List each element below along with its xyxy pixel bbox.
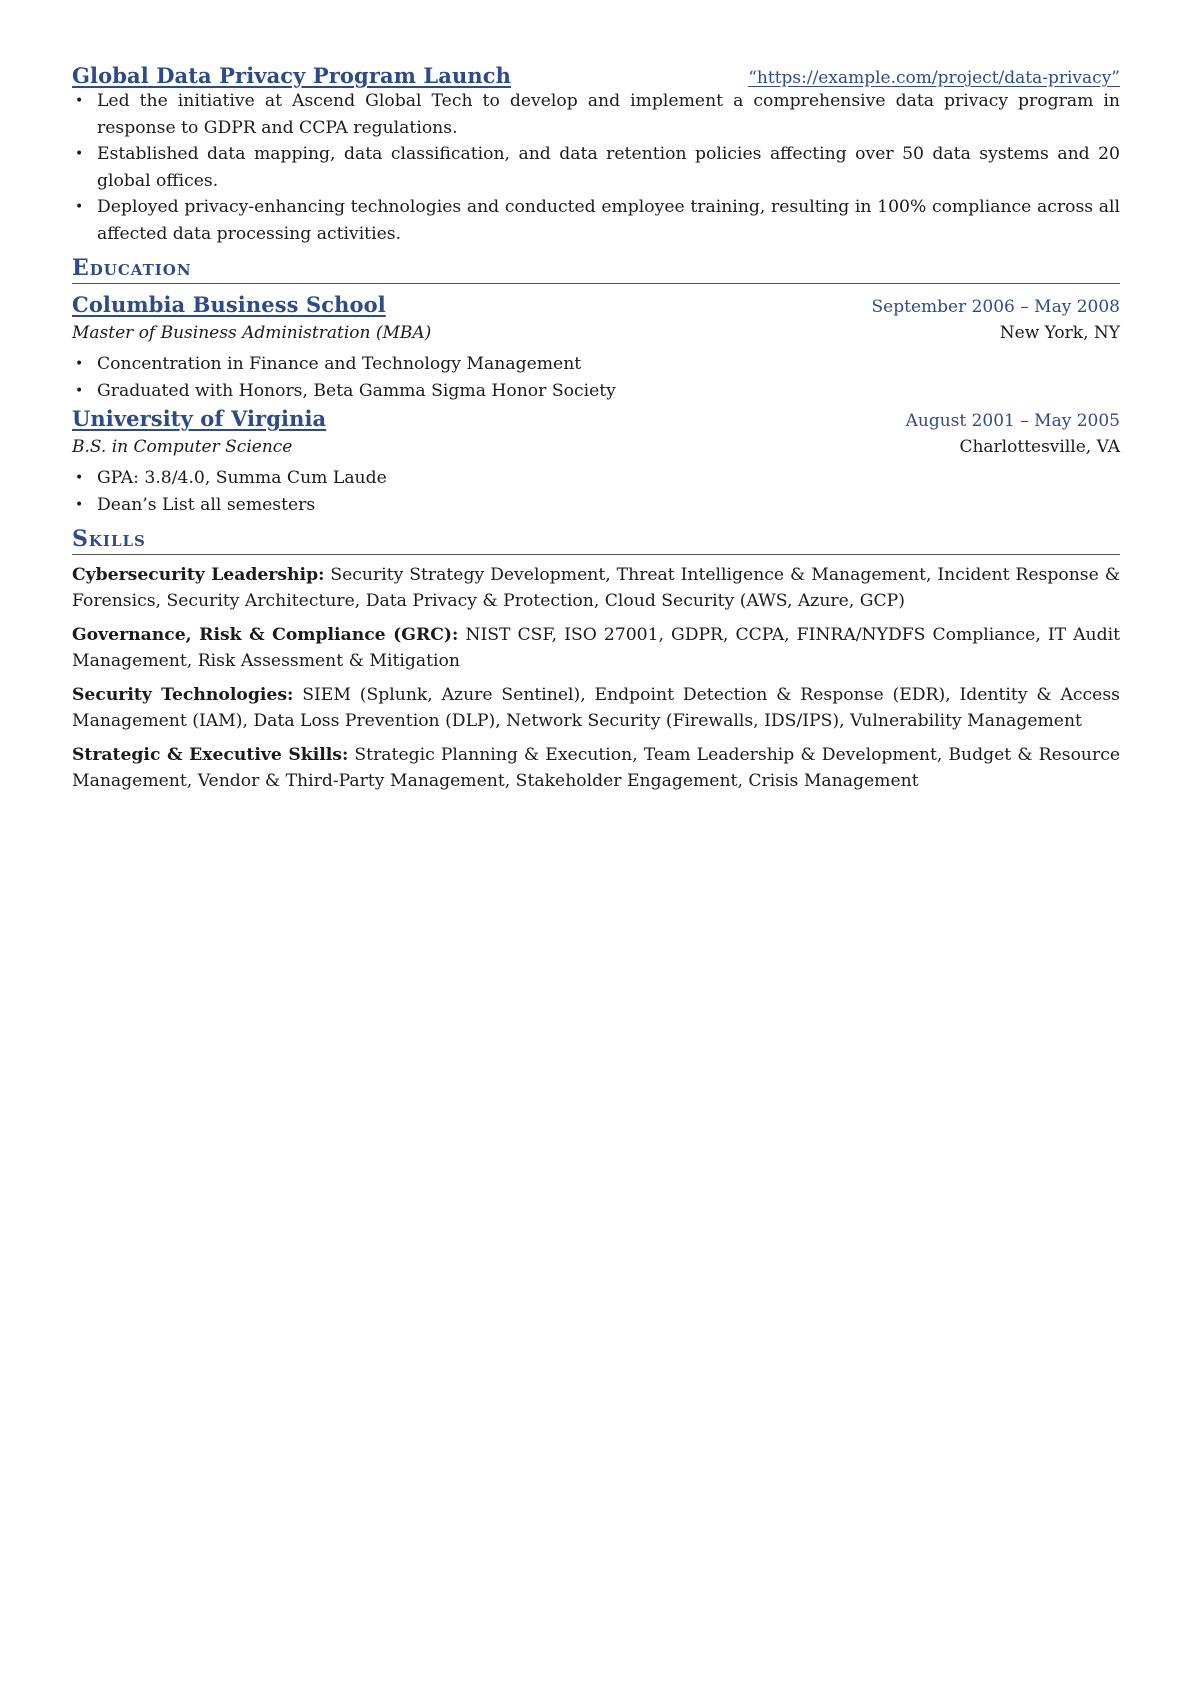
skill-group — [72, 563, 1120, 614]
school-name-link[interactable]: University of Virginia — [72, 406, 327, 431]
skill-text: NIST CSF, ISO 27001, GDPR, CCPA, FINRA/NYDFS Compliance, IT Audit Management, Risk Assessment & Mitigation — [72, 625, 1120, 671]
skill-label: Cybersecurity Leadership: — [72, 565, 325, 585]
education-subheader — [72, 323, 1120, 343]
education-subheader — [72, 437, 1120, 457]
list-item: • Dean’s List all semesters — [72, 492, 1120, 519]
skill-label: Strategic & Executive Skills: — [72, 745, 349, 765]
skill-group — [72, 623, 1120, 674]
section-heading-education — [72, 255, 1120, 284]
list-item: • Deployed privacy-enhancing technologies and conducted employee training, resulting in 100% compliance across all affected data processing activities. — [72, 194, 1120, 247]
skill-label: Governance, Risk & Compliance (GRC): — [72, 625, 459, 645]
education-bullet-list — [72, 351, 1120, 404]
skill-text: Security Strategy Development, Threat Intelligence & Management, Incident Response & Forensics, Security Architecture, Data Privacy & Protection, Cloud Security (AWS, Azure, GCP) — [72, 565, 1120, 611]
degree: Master of Business Administration (MBA) — [72, 323, 432, 343]
skill-label: Security Technologies: — [72, 685, 294, 705]
skill-group — [72, 683, 1120, 734]
location: New York, NY — [999, 323, 1120, 343]
section-heading-skills — [72, 526, 1120, 555]
list-item: • Established data mapping, data classification, and data retention policies affecting over 50 data systems and 20 global offices. — [72, 141, 1120, 194]
list-item: • Led the initiative at Ascend Global Tech to develop and implement a comprehensive data privacy program in response to GDPR and CCPA regulations. — [72, 88, 1120, 141]
education-bullet-list — [72, 465, 1120, 518]
project-entry — [72, 63, 1120, 247]
skill-text: Strategic Planning & Execution, Team Leadership & Development, Budget & Resource Management, Vendor & Third-Party Management, Stakeholder Engagement, Crisis Management — [72, 745, 1120, 791]
location: Charlottesville, VA — [959, 437, 1120, 457]
project-bullet-list — [72, 88, 1120, 247]
education-dates: September 2006 – May 2008 — [871, 297, 1120, 317]
project-title-link[interactable]: Global Data Privacy Program Launch — [72, 63, 511, 88]
project-header — [72, 63, 1120, 88]
degree: B.S. in Computer Science — [72, 437, 293, 457]
list-item: • GPA: 3.8/4.0, Summa Cum Laude — [72, 465, 1120, 492]
skills-list — [72, 563, 1120, 794]
education-entry — [72, 406, 1120, 518]
education-header — [72, 406, 1120, 431]
skill-text: SIEM (Splunk, Azure Sentinel), Endpoint Detection & Response (EDR), Identity & Access Management (IAM), Data Loss Prevention (DLP), Network Security (Firewalls, IDS/IPS), Vulnerability Management — [72, 685, 1120, 731]
list-item: • Graduated with Honors, Beta Gamma Sigma Honor Society — [72, 378, 1120, 405]
skill-group — [72, 743, 1120, 794]
school-name-link[interactable]: Columbia Business School — [72, 292, 386, 317]
education-header — [72, 292, 1120, 317]
education-dates: August 2001 – May 2005 — [905, 411, 1120, 431]
education-entry — [72, 292, 1120, 404]
list-item: • Concentration in Finance and Technology Management — [72, 351, 1120, 378]
section-title: Education — [72, 255, 192, 281]
project-url-link[interactable]: “https://example.com/project/data-privacy” — [748, 68, 1120, 88]
section-title: Skills — [72, 526, 146, 552]
